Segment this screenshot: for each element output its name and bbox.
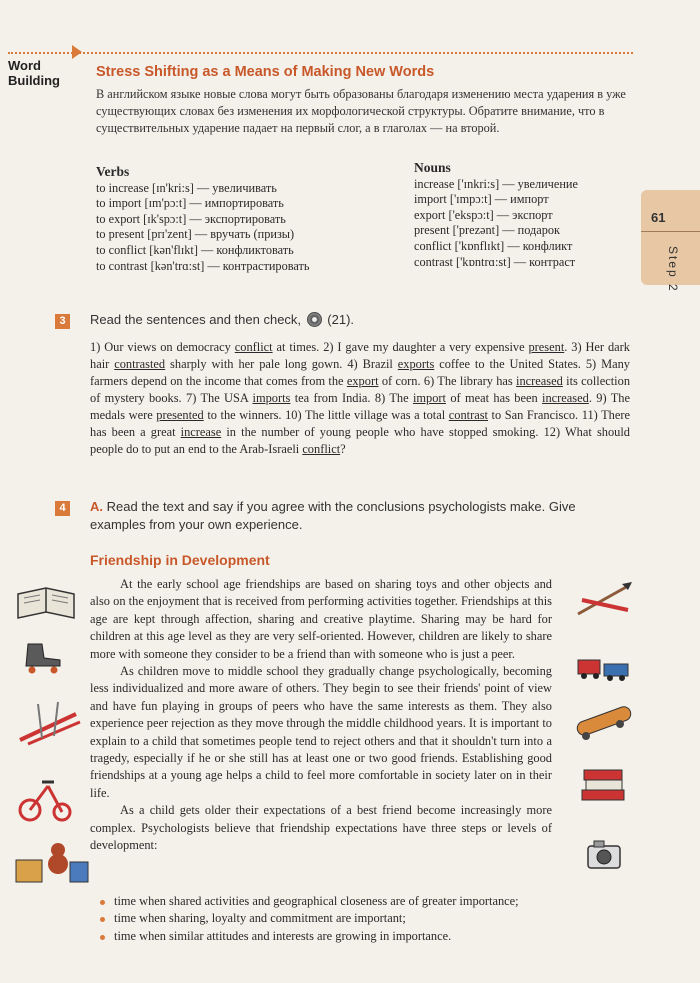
step-label: Step 2 [666, 246, 680, 293]
key-word: contrasted [114, 357, 166, 371]
roller-skates-icon [20, 638, 68, 674]
sentence-text: at times. [272, 340, 324, 354]
sentence-text: sharply with her pale long gown. [165, 357, 348, 371]
noun-item: contrast ['kɒntrɑ:st] — контраст [414, 254, 576, 269]
skateboard-icon [572, 700, 636, 744]
tricycle-icon [18, 772, 74, 824]
exercise-3-title [90, 311, 354, 329]
verbs-column [96, 164, 396, 274]
sentence-text: tea from India. [290, 391, 375, 405]
page-tab-divider [641, 231, 700, 232]
sentence-text: 2) I gave my daughter a very expensive [323, 340, 529, 354]
text-paragraph: As children move to middle school they gradually change psychologically, becoming less individualized and more aware of others. They begin to see their friends' point of view and have fun playing in groups of peers who have the same interests as them. They also experience peer rejection as they move through the middle childhood years. It is important to explain to a child that sometimes people tend to reject others and that it shouldn't turn into a tragedy, especially if he or she still has at least one or two good friends. Establishing good friendships at a young age helps a child to feel more comfortable in society later on in their life. [90, 664, 552, 800]
books-icon [14, 584, 78, 624]
sentence-text: 3) Her dark hair [90, 340, 630, 371]
exercise-4-title [90, 498, 630, 534]
cd-icon[interactable] [307, 312, 322, 327]
sentence-text: . [588, 391, 597, 405]
camera-icon [584, 836, 626, 872]
side-label-building: Building [8, 73, 60, 88]
sentence-text: its collection of mystery books. [90, 374, 631, 405]
ski-icon [14, 700, 84, 746]
sentence-text: 12) What should people do to put an end to the Arab-Israeli [90, 425, 630, 456]
key-word: increased [516, 374, 563, 388]
header-arrow-icon [72, 45, 82, 59]
list-item: time when sharing, loyalty and commitment are important; [98, 910, 628, 927]
key-word: increased [542, 391, 589, 405]
sentence-text: 6) The library has [423, 374, 517, 388]
sentence-text: 10) The little village was a total [285, 408, 449, 422]
page-number: 61 [651, 210, 666, 225]
sentence-text: of meat has been [445, 391, 543, 405]
noun-item: import ['ɪmpɔ:t] — импорт [414, 192, 549, 207]
text-body [90, 576, 552, 855]
exercise-3-sentences [90, 339, 630, 458]
section-intro: В английском языке новые слова могут быть образованы благодаря изменению места ударения в уже существующих словах без изменения их морфологической структуры. Обратите внимание, что в существительных ударение падает на первый слог, а в глаголах — на второй. [96, 87, 626, 135]
verb-item: to export [ɪk'spɔ:t] — экспортировать [96, 211, 286, 226]
side-label-word: Word [8, 58, 41, 73]
sentence-text: ? [340, 442, 346, 456]
sentence-text: coffee to the United States. [434, 357, 586, 371]
key-word: increase [180, 425, 222, 439]
key-word: present [528, 340, 565, 354]
sentence-text: 1) Our views on democracy [90, 340, 235, 354]
sentence-text: to San Francisco. [488, 408, 582, 422]
nouns-heading: Nouns [414, 160, 451, 175]
sentence-text: to the winners. [203, 408, 286, 422]
sentence-text: of corn. [378, 374, 424, 388]
noun-item: present ['prezənt] — подарок [414, 223, 560, 238]
book-stack-icon [578, 764, 628, 808]
exercise-4-instruction: Read the text and say if you agree with the conclusions psychologists make. Give examples from your own experience. [90, 499, 576, 532]
key-word: exports [397, 357, 435, 371]
verb-item: to present [prɪ'zent] — вручать (призы) [96, 227, 295, 242]
toy-cars-icon [574, 654, 632, 684]
exercise-3-number: 3 [55, 314, 70, 329]
sentence-text: 8) The [374, 391, 413, 405]
sentence-text: in the number of young people who have stopped smoking. [221, 425, 544, 439]
noun-item: conflict ['kɒnflɪkt] — конфликт [414, 238, 573, 253]
sentence-text: 5) Many farmers depend on the income that comes from the [90, 357, 630, 388]
verbs-heading: Verbs [96, 164, 130, 179]
toys-icon [12, 842, 92, 888]
sentence-text: 7) The USA [186, 391, 253, 405]
noun-item: export ['ekspɔ:t] — экспорт [414, 207, 553, 222]
key-word: conflict [234, 340, 273, 354]
key-word: export [346, 374, 379, 388]
exercise-4-letter: A. [90, 499, 103, 514]
sentence-text: 4) Brazil [347, 357, 398, 371]
sentence-text: . [564, 340, 572, 354]
verb-item: to conflict [kən'flɪkt] — конфликтовать [96, 242, 294, 257]
nouns-column [414, 160, 634, 270]
key-word: presented [156, 408, 204, 422]
noun-item: increase ['ɪnkri:s] — увеличение [414, 176, 578, 191]
header-rule [8, 52, 633, 54]
verb-item: to contrast [kən'trɑ:st] — контрастировать [96, 258, 310, 273]
sentence-text: 11) There has been a great [90, 408, 630, 439]
list-item: time when similar attitudes and interests are growing in importance. [98, 928, 628, 945]
paint-brush-icon [572, 580, 634, 618]
text-paragraph: At the early school age friendships are based on sharing toys and other objects and also on the enjoyment that is received from performing activities together. Friendships at this age are kept through affection, sharing and creative playtime. Sharing may be hard for children at this age level as they are very self-oriented. However, children are likely to share more with someone they consider to be a friend than with someone who is just a peer. [90, 577, 552, 661]
development-steps-list [98, 893, 628, 945]
verb-item: to increase [ɪn'kri:s] — увеличивать [96, 180, 277, 195]
verb-item: to import [ɪm'pɔ:t] — импортировать [96, 196, 284, 211]
sentence-text: 9) The medals were [90, 391, 630, 422]
key-word: conflict [302, 442, 341, 456]
exercise-3-track: (21). [327, 312, 355, 327]
text-title: Friendship in Development [90, 552, 270, 568]
exercise-4-number: 4 [55, 501, 70, 516]
section-side-label [8, 58, 60, 88]
key-word: contrast [448, 408, 488, 422]
exercise-3-instruction: Read the sentences and then check, [90, 312, 302, 327]
text-paragraph: As a child gets older their expectations of a best friend become increasingly more complex. Psychologists believe that friendship expectations have three steps or levels of development: [90, 803, 552, 853]
key-word: imports [252, 391, 291, 405]
section-title: Stress Shifting as a Means of Making New Words [96, 64, 435, 80]
key-word: import [412, 391, 446, 405]
list-item: time when shared activities and geographical closeness are of greater importance; [98, 893, 628, 910]
